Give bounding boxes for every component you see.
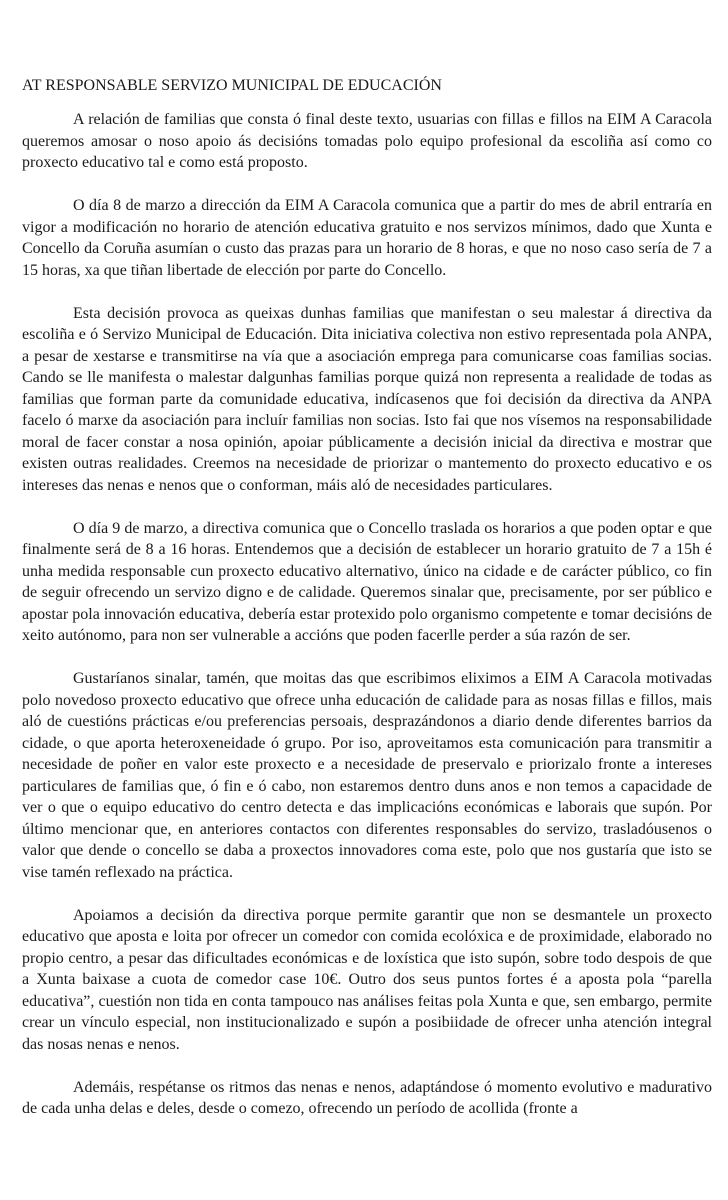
paragraph-rhythms: Ademáis, respétanse os ritmos das nenas e nenos, adaptándose ó momento evolutivo e madurativo de cada unha delas e deles, desde o comezo, ofrecendo un período de acollida (fronte a <box>22 1078 712 1117</box>
paragraph-project-value: Gustaríanos sinalar, tamén, que moitas das que escribimos eliximos a EIM A Caracola motivadas polo novedoso proxecto educativo que ofrece unha educación de calidade para as nosas fillas e fillos, mais aló de cuestións prácticas e/ou preferencias persoais, desprazándonos a diario dende diferentes barrios da cidade, o que aporta heteroxeneidade ó grupo. Por iso, aproveitamos esta comunicación para transmitir a necesidade de poñer en valor este proxecto e a necesidade de preservalo e priorizalo fronte a intereses particulares de familias que, ó fin e ó cabo, non estaremos dentro duns anos e non temos a capacidade de ver o que o equipo educativo do centro detecta e das implicacións económicas e laborais que supón. Por último mencionar que, en anteriores contactos con diferentes responsables do servizo, trasladóusenos o valor que dende o concello se daba a proxectos innovadores coma este, polo que nos gustaría que isto se vise tamén reflexado na práctica. <box>22 670 712 881</box>
letter-heading: AT RESPONSABLE SERVIZO MUNICIPAL DE EDUCACIÓN <box>22 77 442 94</box>
letter-page <box>22 75 712 1141</box>
paragraph-march-9: O día 9 de marzo, a directiva comunica que o Concello traslada os horarios a que poden optar e que finalmente será de 8 a 16 horas. Entendemos que a decisión de establecer un horario gratuito de 7 a 15h é unha medida responsable cun proxecto educativo alternativo, único na cidade e de carácter público, co fin de seguir ofrecendo un servizo digno e de calidade. Queremos sinalar que, precisamente, por ser público e apostar pola innovación educativa, debería estar protexido polo organismo competente e tomar decisións de xeito autónomo, para non ser vulnerable a accións que poden facerlle perder a súa razón de ser. <box>22 519 712 644</box>
paragraph-complaints: Esta decisión provoca as queixas dunhas familias que manifestan o seu malestar á directiva da escoliña e ó Servizo Municipal de Educación. Dita iniciativa colectiva non estivo representada pola ANPA, a pesar de xestarse e transmitirse na vía que a asociación emprega para comunicarse coas familias socias. Cando se lle manifesta o malestar dalgunhas familias porque quizá non representa a realidade de todas as familias que forman parte da comunidade educativa, indícasenos que foi decisión da directiva da ANPA facelo ó marxe da asociación para incluír familias non socias. Isto fai que nos vísemos na responsabilidade moral de facer constar a nosa opinión, apoiar públicamente a decisión inicial da directiva e mostrar que existen outras realidades. Creemos na necesidade de priorizar o mantemento do proxecto educativo e os intereses das nenas e nenos que o conforman, máis aló de necesidades particulares. <box>22 304 712 494</box>
paragraph-march-8: O día 8 de marzo a dirección da EIM A Caracola comunica que a partir do mes de abril entraría en vigor a modificación no horario de atención educativa gratuito e nos servizos mínimos, dado que Xunta e Concello da Coruña asumían o custo das prazas para un horario de 8 horas, e que no noso caso sería de 7 a 15 horas, xa que tiñan libertade de elección por parte do Concello. <box>22 197 712 279</box>
paragraph-support: A relación de familias que consta ó final deste texto, usuarias con fillas e fillos na EIM A Caracola queremos amosar o noso apoio ás decisións tomadas polo equipo profesional da escoliña así como co proxecto educativo tal e como está proposto. <box>22 111 712 171</box>
paragraph-dining-support: Apoiamos a decisión da directiva porque permite garantir que non se desmantele un proxecto educativo que aposta e loita por ofrecer un comedor con comida ecolóxica e de proximidade, elaborado no propio centro, a pesar das dificultades económicas e de loxística que isto supón, sobre todo despois de que a Xunta baixase a cuota de comedor case 10€. Outro dos seus puntos fortes é a aposta pola “parella educativa”, cuestión non tida en conta tampouco nas análises feitas pola Xunta e que, sen embargo, permite crear un vínculo especial, non institucionalizado e supón a posibiidade de ofrecer unha atención integral das nosas nenas e nenos. <box>22 906 712 1053</box>
